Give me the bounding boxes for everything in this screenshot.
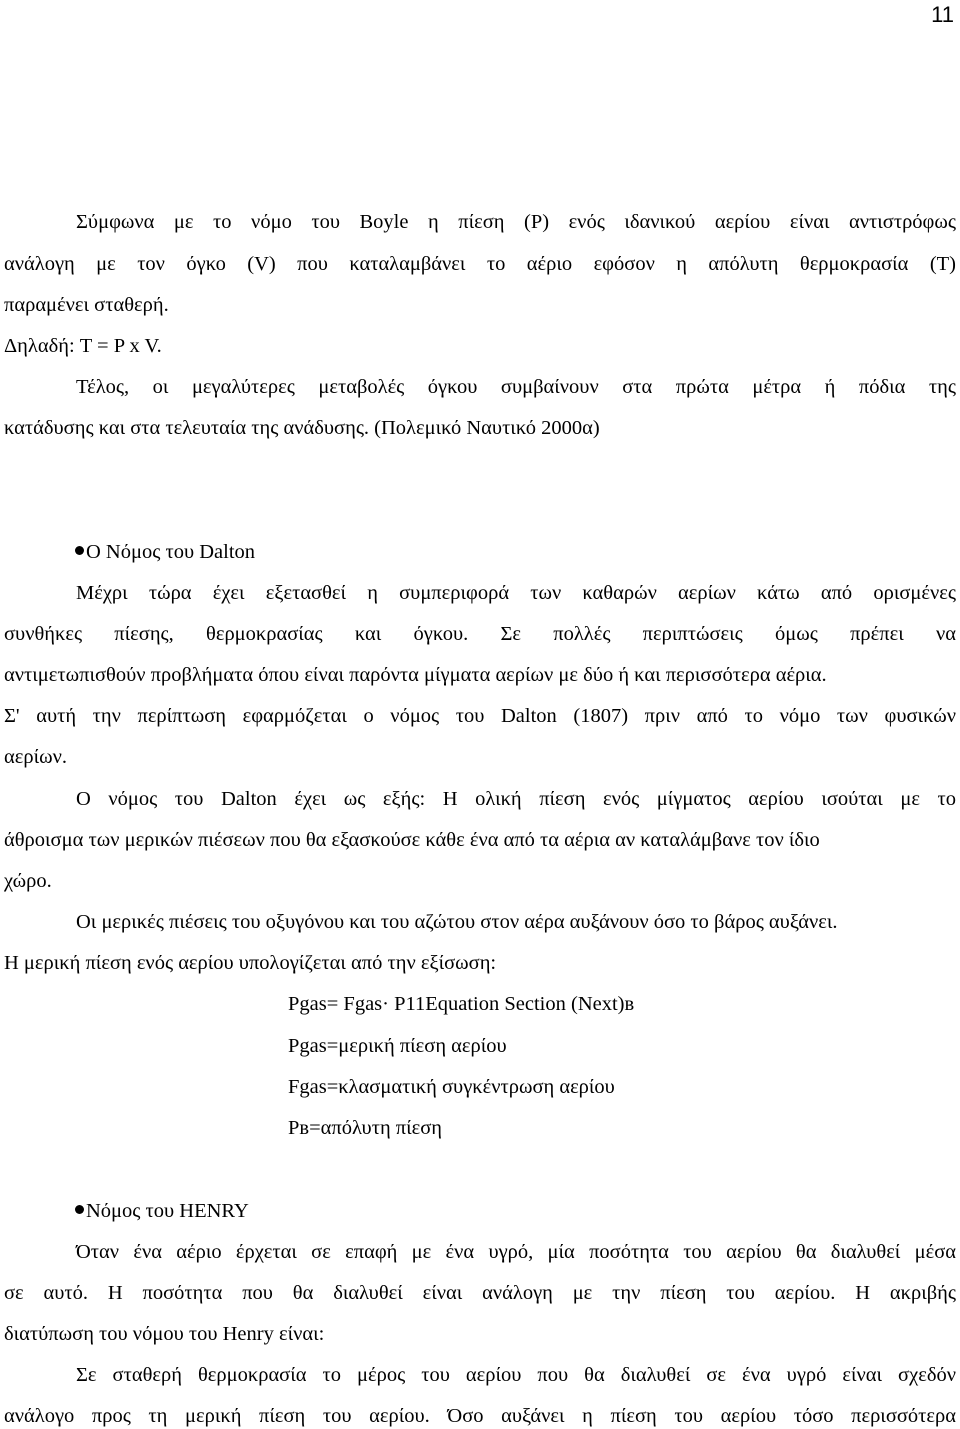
dalton-law-line: χώρο. <box>4 870 52 892</box>
henry-heading <box>75 1198 955 1224</box>
henry-heading-text: Νόμος του HENRY <box>86 1200 249 1222</box>
boyle-paragraph-line: Τέλος, οι μεγαλύτερες μεταβολές όγκου συμβαίνουν στα πρώτα μέτρα ή πόδια της <box>76 376 956 398</box>
dalton-paragraph-line: αερίων. <box>4 746 67 768</box>
boyle-formula-line: Δηλαδή: T = P x V. <box>4 335 162 357</box>
henry-paragraph-line: Όταν ένα αέριο έρχεται σε επαφή με ένα υγρό, μία ποσότητα του αερίου θα διαλυθεί μέσα <box>76 1241 956 1263</box>
henry-law-line: Σε σταθερή θερμοκρασία το μέρος του αερίου που θα διαλυθεί σε ένα υγρό είναι σχεδόν <box>76 1364 956 1386</box>
dalton-paragraph-line: Σ' αυτή την περίπτωση εφαρμόζεται ο νόμος του Dalton (1807) πριν από το νόμο των φυσικών <box>4 705 956 727</box>
dalton-paragraph-line: Μέχρι τώρα έχει εξετασθεί η συμπεριφορά των καθαρών αερίων κάτω από ορισμένες <box>76 582 956 604</box>
henry-law-line: ανάλογο προς τη μερική πίεση του αερίου. Όσο αυξάνει η πίεση του αερίου τόσο περισσότερα <box>4 1405 956 1427</box>
boyle-paragraph-line: παραμένει σταθερή. <box>4 294 169 316</box>
dalton-law-line: άθροισμα των μερικών πιέσεων που θα εξασκούσε κάθε ένα από τα αέρια αν καταλάμβανε τον ίδιο <box>4 829 820 851</box>
bullet-icon <box>75 546 84 555</box>
dalton-paragraph-line: αντιμετωπισθούν προβλήματα όπου είναι παρόντα μίγματα αερίων με δύο ή και περισσότερα αέρια. <box>4 664 827 686</box>
boyle-paragraph-line: Σύμφωνα με το νόμο του Boyle η πίεση (P) ενός ιδανικού αερίου είναι αντιστρόφως <box>76 211 956 233</box>
dalton-law-line: Ο νόμος του Dalton έχει ως εξής: Η ολική πίεση ενός μίγματος αερίου ισούται με το <box>76 788 956 810</box>
dalton-heading <box>75 539 955 565</box>
henry-paragraph-line: σε αυτό. Η ποσότητα που θα διαλυθεί είναι ανάλογη με την πίεση του αερίου. Η ακριβής <box>4 1282 956 1304</box>
boyle-paragraph-line: κατάδυσης και στα τελευταία της ανάδυσης. (Πολεμικό Ναυτικό 2000α) <box>4 417 600 439</box>
dalton-paragraph-line: συνθήκες πίεσης, θερμοκρασίας και όγκου. Σε πολλές περιπτώσεις όμως πρέπει να <box>4 623 956 645</box>
page-number: 11 <box>931 2 954 27</box>
dalton-paragraph-line: Οι μερικές πιέσεις του οξυγόνου και του αζώτου στον αέρα αυξάνουν όσο το βάρος αυξάνει. <box>76 911 838 933</box>
equation-definition: Fgas=κλασματική συγκέντρωση αερίου <box>288 1076 615 1098</box>
equation-definition: Pgas=μερική πίεση αερίου <box>288 1035 507 1057</box>
dalton-paragraph-line: Η μερική πίεση ενός αερίου υπολογίζεται από την εξίσωση: <box>4 952 497 974</box>
equation-definition: Pв=απόλυτη πίεση <box>288 1117 443 1139</box>
boyle-paragraph-line: ανάλογη με τον όγκο (V) που καταλαμβάνει το αέριο εφόσον η απόλυτη θερμοκρασία (T) <box>4 253 956 275</box>
henry-paragraph-line: διατύπωση του νόμου του Henry είναι: <box>4 1323 325 1345</box>
dalton-equation: Pgas= Fgas· P11Equation Section (Next)в <box>288 993 635 1015</box>
dalton-heading-text: Ο Νόμος του Dalton <box>86 541 256 563</box>
bullet-icon <box>75 1205 84 1214</box>
